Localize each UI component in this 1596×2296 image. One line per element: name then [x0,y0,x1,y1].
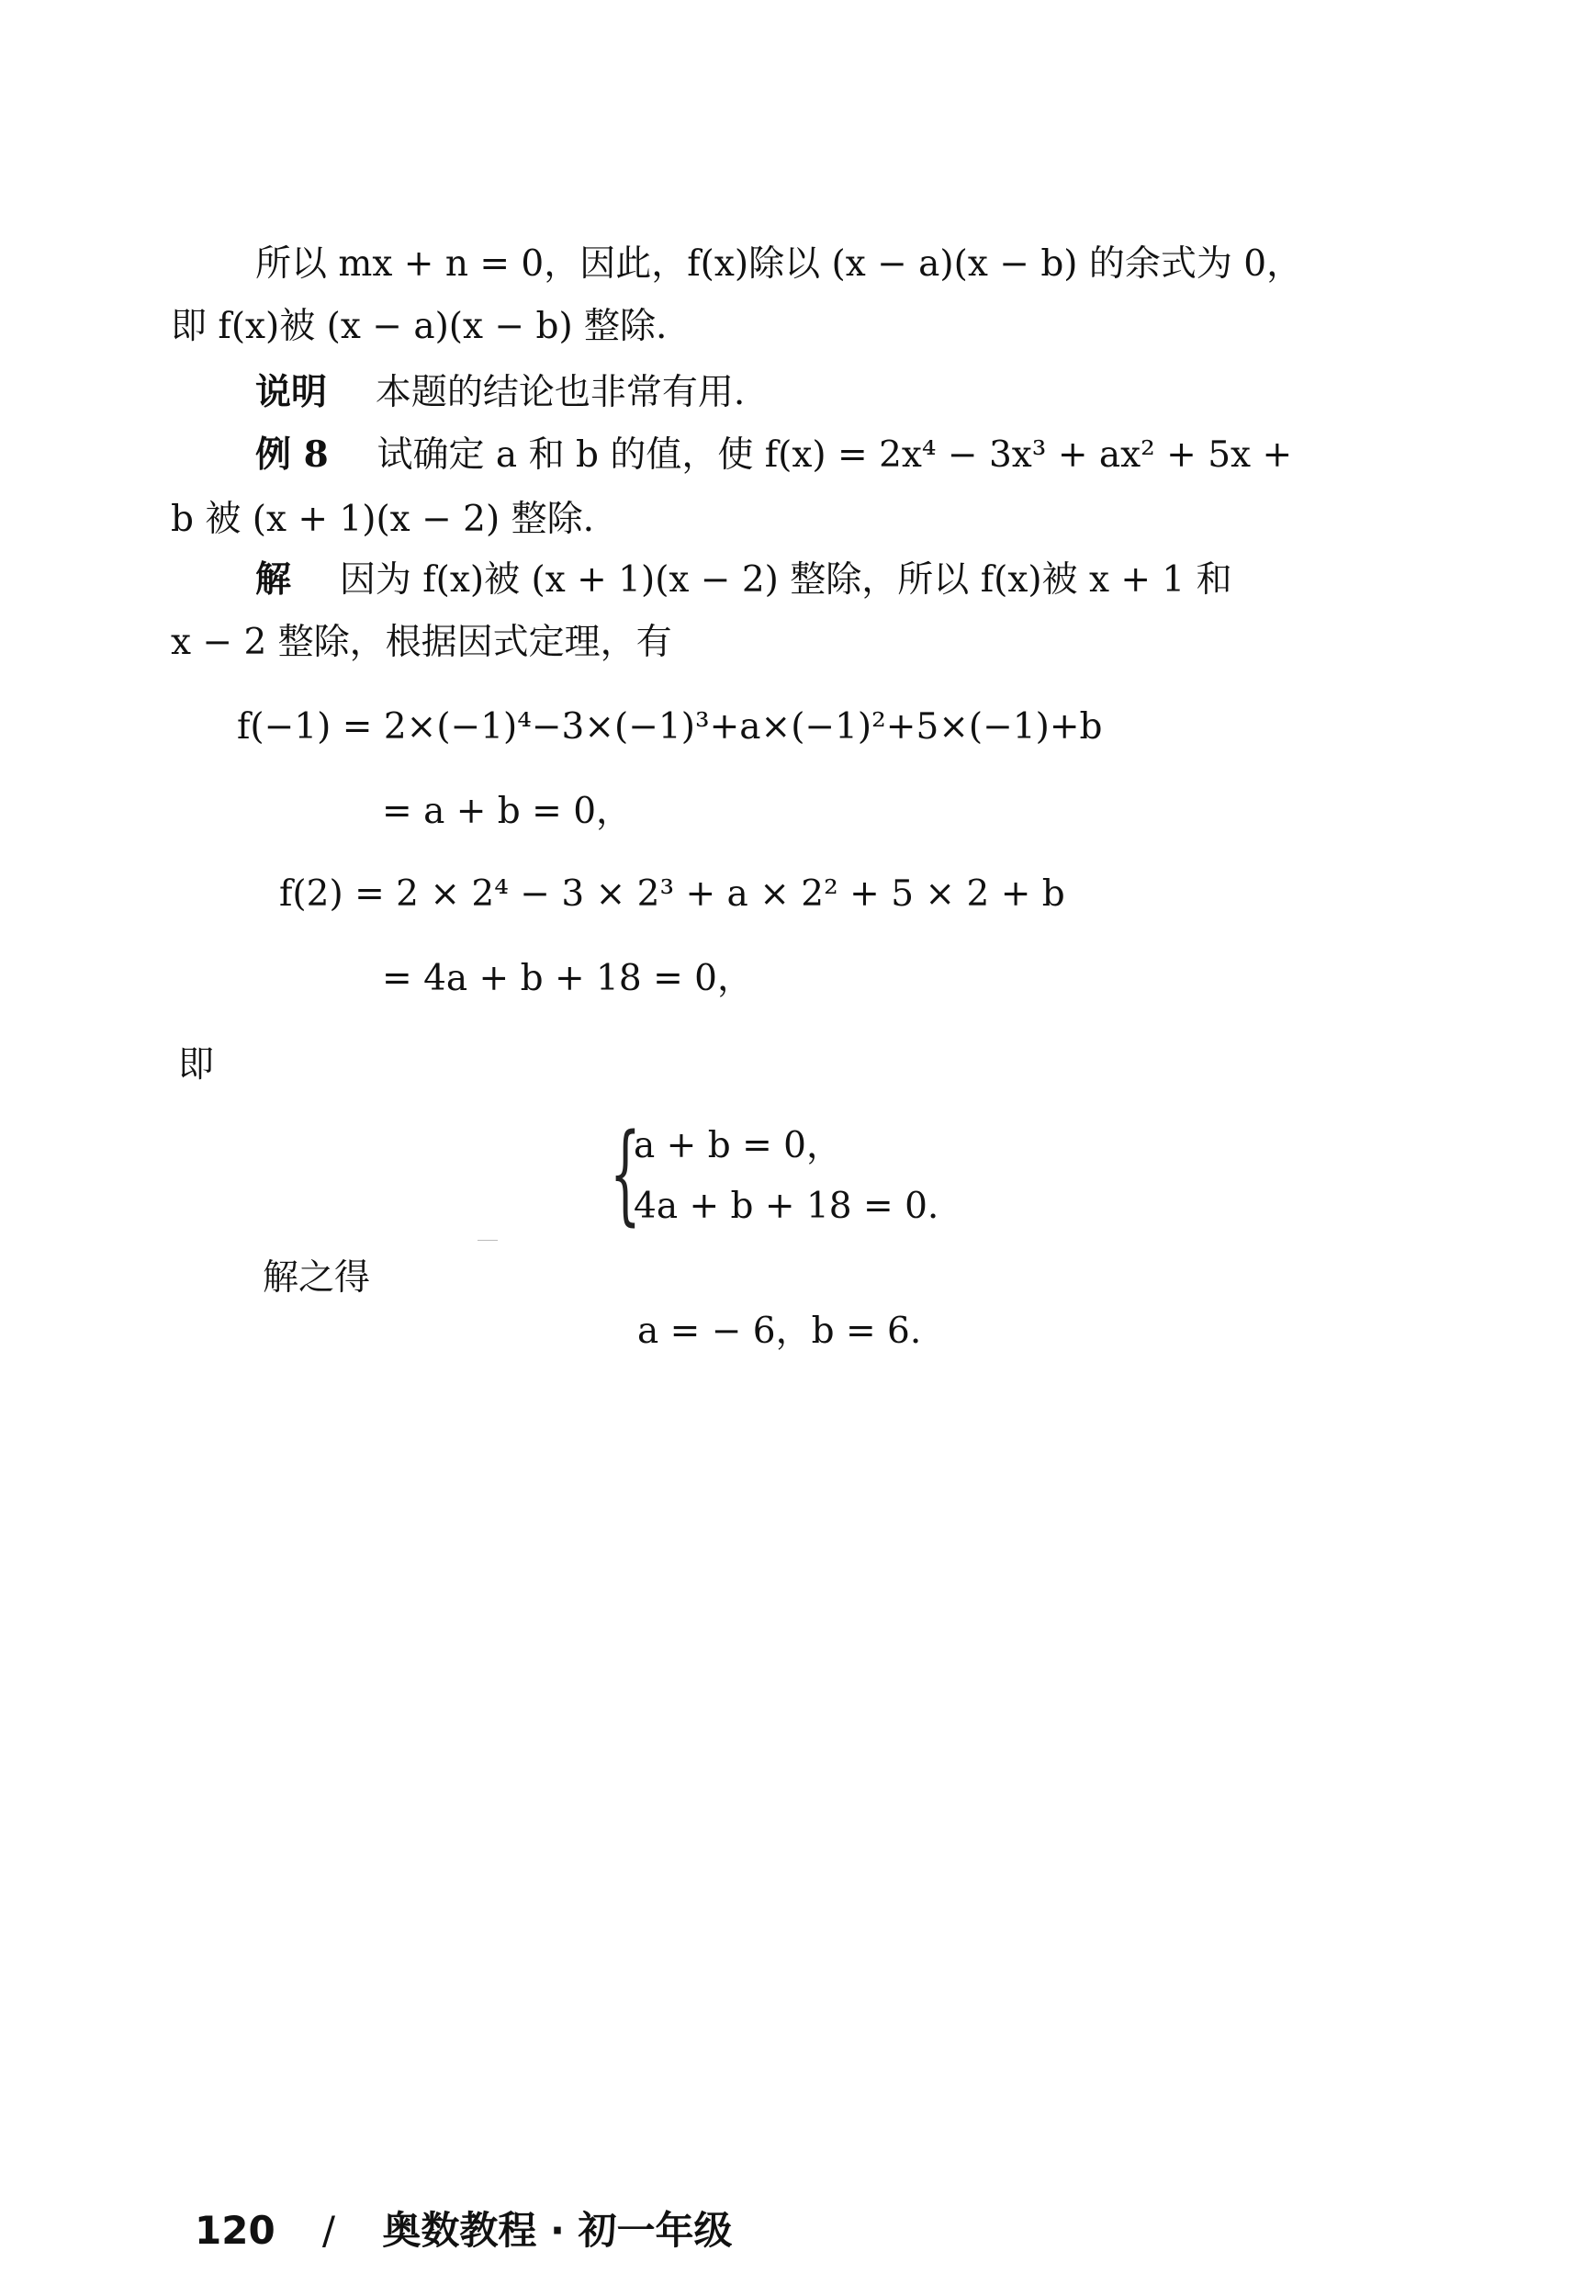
equation-line: = 4a + b + 18 = 0， [382,958,753,999]
equation-line: = a + b = 0， [382,791,633,832]
solution-heading [255,558,1232,601]
example-text: 试确定 a 和 b 的值，使 f(x) = 2x⁴ − 3x³ + ax² + 5x + [377,434,1293,476]
book-title: 奥数教程 · 初一年级 [382,2208,733,2253]
paragraph-line: x − 2 整除，根据因式定理，有 [171,622,672,663]
solution-text: 因为 f(x)被 (x + 1)(x − 2) 整除，所以 f(x)被 x + 1 和 [339,559,1232,601]
solution-label: 解 [255,558,292,601]
example-label: 例 8 [255,433,329,476]
note-label: 说明 [255,371,328,413]
paragraph-line: 解之得 [263,1257,371,1299]
paragraph-line: 即 f(x)被 (x − a)(x − b) 整除. [171,306,668,347]
note [255,371,746,413]
paragraph-line: 即 [178,1044,215,1086]
page-number: 120 [195,2208,275,2253]
paragraph-line: b 被 (x + 1)(x − 2) 整除. [171,499,594,540]
note-text: 本题的结论也非常有用. [375,372,746,413]
footer-separator: / [321,2208,336,2253]
system-brace: { [610,1109,641,1236]
system-equation: 4a + b + 18 = 0. [634,1186,939,1227]
paragraph-line: 所以 mx + n = 0，因此，f(x)除以 (x − a)(x − b) 的余式为 0， [255,243,1303,285]
equation-line: f(2) = 2 × 2⁴ − 3 × 2³ + a × 2² + 5 × 2 + b [279,873,1065,915]
answer-line: a = − 6，b = 6. [637,1311,922,1352]
equation-line: f(−1) = 2×(−1)⁴−3×(−1)³+a×(−1)²+5×(−1)+b [237,706,1103,748]
page-footer [195,2200,733,2256]
system-equation: a + b = 0， [634,1125,842,1166]
example-heading [255,433,1293,476]
scan-mark [478,1240,498,1241]
